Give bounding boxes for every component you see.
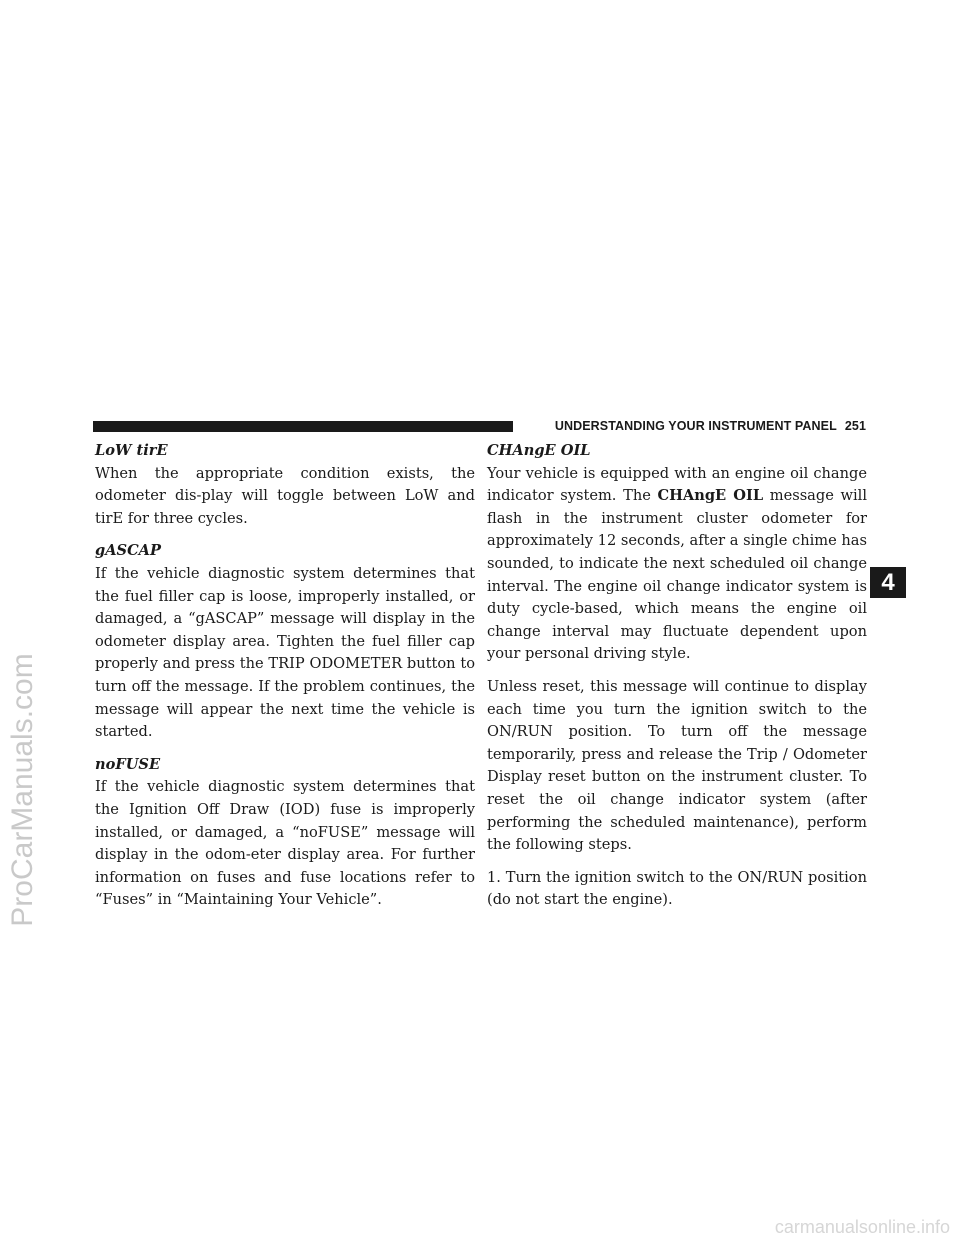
header-rule [93,421,513,432]
right-column [487,440,867,912]
heading-gascap: gASCAP [95,542,161,560]
text-run: Your vehicle is equipped with an engine oil change indicator system. The [487,464,867,505]
left-column [95,440,475,912]
heading-low-tire: LoW tirE [95,442,168,459]
paragraph-nofuse: If the vehicle diagnostic system determines that the Ignition Off Draw (IOD) fuse is improperly installed, or damaged, a “noFUSE” message will display in the odom-eter display area. For further information on fuses and fuse locations refer to “Fuses” in “Maintaining Your Vehicle”. [95,778,475,909]
page-number: 251 [844,419,866,433]
heading-change-oil: CHAngE OIL [487,442,591,459]
watermark-carmanualsonline: carmanualsonline.info [774,1217,950,1237]
chapter-tab: 4 [870,567,906,598]
paragraph-reset-info: Unless reset, this message will continue to display each time you turn the ignition switch to the ON/RUN position. To turn off the message temporarily, press and release the Trip / Odometer Display reset button on the instrument cluster. To reset the oil change indicator system (after performing the scheduled maintenance), perform the following steps. [487,677,867,854]
paragraph-low-tire: When the appropriate condition exists, the odometer dis-play will toggle between LoW and tirE for three cycles. [95,464,475,527]
running-header [555,419,866,433]
text-run: message will flash in the instrument cluster odometer for approximately 12 seconds, after a single chime has sounded, to indicate the next scheduled oil change interval. The engine oil change indicator system is duty cycle-based, which means the engine oil change interval may fluctuate dependent upon your personal driving style. [487,487,868,663]
change-oil-emphasis: CHAngE OIL [657,487,764,505]
watermark-procarmanuals: ProCarManuals.com [6,653,39,927]
section-title: UNDERSTANDING YOUR INSTRUMENT PANEL [554,419,837,433]
heading-nofuse: noFUSE [95,755,161,773]
paragraph-change-oil-intro [487,463,867,666]
step-1: 1. Turn the ignition switch to the ON/RUN position (do not start the engine). [487,868,867,909]
paragraph-gascap: If the vehicle diagnostic system determines that the fuel filler cap is loose, improperly installed, or damaged, a “gASCAP” message will display in the odometer display area. Tighten the fuel filler cap properly and press the TRIP ODOMETER button to turn off the message. If the problem continues, the message will appear the next time the vehicle is started. [95,564,475,741]
